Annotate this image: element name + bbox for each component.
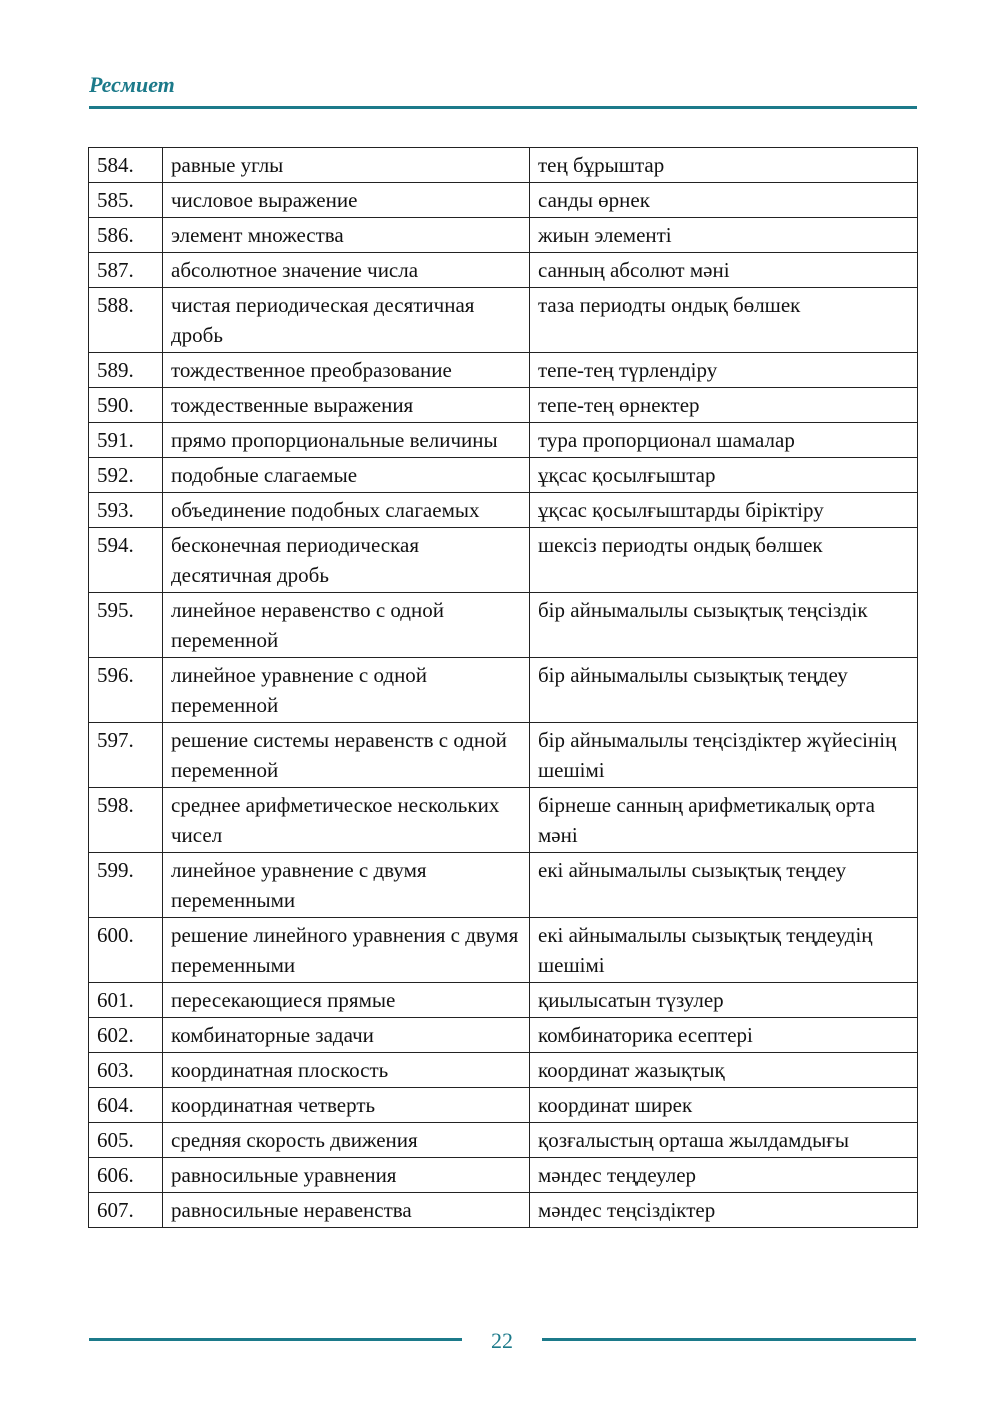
term-kazakh: қозғалыстың орташа жылдамдығы [530, 1123, 918, 1158]
term-kazakh: тепе-тең өрнектер [530, 388, 918, 423]
term-kazakh: бір айнымалылы сызықтық теңсіздік [530, 593, 918, 658]
table-row [89, 288, 918, 353]
term-kazakh: бір айнымалылы теңсіздіктер жүйесінің шешімі [530, 723, 918, 788]
term-number: 589. [89, 353, 163, 388]
table-row [89, 723, 918, 788]
term-number: 598. [89, 788, 163, 853]
term-russian: координатная четверть [163, 1088, 530, 1123]
term-kazakh: комбинаторика есептері [530, 1018, 918, 1053]
table-row [89, 458, 918, 493]
term-russian: прямо пропорциональные величины [163, 423, 530, 458]
term-russian: средняя скорость движения [163, 1123, 530, 1158]
term-number: 602. [89, 1018, 163, 1053]
term-russian: комбинаторные задачи [163, 1018, 530, 1053]
table-row [89, 593, 918, 658]
table-row [89, 658, 918, 723]
term-russian: равные углы [163, 148, 530, 183]
table-row [89, 918, 918, 983]
term-russian: элемент множества [163, 218, 530, 253]
table-row [89, 1193, 918, 1228]
term-number: 603. [89, 1053, 163, 1088]
term-number: 588. [89, 288, 163, 353]
term-number: 597. [89, 723, 163, 788]
term-kazakh: таза периодты ондық бөлшек [530, 288, 918, 353]
term-number: 601. [89, 983, 163, 1018]
term-russian: чистая периодическая десятичная дробь [163, 288, 530, 353]
table-row [89, 353, 918, 388]
table-row [89, 1123, 918, 1158]
table-row [89, 218, 918, 253]
table-row [89, 528, 918, 593]
term-kazakh: ұқсас қосылғыштар [530, 458, 918, 493]
terms-table [88, 147, 918, 1228]
table-row [89, 148, 918, 183]
table-row [89, 1088, 918, 1123]
term-russian: координатная плоскость [163, 1053, 530, 1088]
footer-divider-left [89, 1338, 462, 1341]
term-russian: подобные слагаемые [163, 458, 530, 493]
term-kazakh: координат ширек [530, 1088, 918, 1123]
term-russian: равносильные неравенства [163, 1193, 530, 1228]
term-number: 606. [89, 1158, 163, 1193]
table-row [89, 183, 918, 218]
term-number: 585. [89, 183, 163, 218]
term-russian: числовое выражение [163, 183, 530, 218]
term-number: 596. [89, 658, 163, 723]
term-number: 600. [89, 918, 163, 983]
table-row [89, 423, 918, 458]
table-row [89, 1053, 918, 1088]
term-number: 604. [89, 1088, 163, 1123]
term-kazakh: бірнеше санның арифметикалық орта мәні [530, 788, 918, 853]
table-row [89, 788, 918, 853]
term-number: 594. [89, 528, 163, 593]
table-row [89, 1018, 918, 1053]
term-russian: тождественные выражения [163, 388, 530, 423]
term-kazakh: ұқсас қосылғыштарды біріктіру [530, 493, 918, 528]
term-number: 607. [89, 1193, 163, 1228]
term-kazakh: жиын элементі [530, 218, 918, 253]
term-number: 595. [89, 593, 163, 658]
term-kazakh: координат жазықтық [530, 1053, 918, 1088]
term-kazakh: бір айнымалылы сызықтық теңдеу [530, 658, 918, 723]
term-kazakh: тепе-тең түрлендіру [530, 353, 918, 388]
term-kazakh: санды өрнек [530, 183, 918, 218]
table-row [89, 388, 918, 423]
running-header-title: Ресмиет [89, 72, 175, 97]
term-russian: объединение подобных слагаемых [163, 493, 530, 528]
term-number: 590. [89, 388, 163, 423]
term-kazakh: тең бұрыштар [530, 148, 918, 183]
term-kazakh: санның абсолют мәні [530, 253, 918, 288]
term-russian: пересекающиеся прямые [163, 983, 530, 1018]
term-russian: решение линейного уравнения с двумя переменными [163, 918, 530, 983]
term-russian: линейное неравенство с одной переменной [163, 593, 530, 658]
terms-table-body [89, 148, 918, 1228]
term-kazakh: қиылысатын түзулер [530, 983, 918, 1018]
page-number: 22 [491, 1328, 513, 1353]
term-russian: бесконечная периодическая десятичная дробь [163, 528, 530, 593]
term-number: 586. [89, 218, 163, 253]
term-kazakh: тура пропорционал шамалар [530, 423, 918, 458]
term-kazakh: мәндес теңсіздіктер [530, 1193, 918, 1228]
table-row [89, 1158, 918, 1193]
term-kazakh: екі айнымалылы сызықтық теңдеудің шешімі [530, 918, 918, 983]
table-row [89, 983, 918, 1018]
table-row [89, 853, 918, 918]
term-kazakh: мәндес теңдеулер [530, 1158, 918, 1193]
term-number: 593. [89, 493, 163, 528]
term-number: 599. [89, 853, 163, 918]
footer-divider-right [542, 1338, 916, 1341]
term-russian: тождественное преобразование [163, 353, 530, 388]
table-row [89, 253, 918, 288]
term-russian: линейное уравнение с одной переменной [163, 658, 530, 723]
term-russian: абсолютное значение числа [163, 253, 530, 288]
term-number: 605. [89, 1123, 163, 1158]
term-russian: решение системы неравенств с одной переменной [163, 723, 530, 788]
term-kazakh: екі айнымалылы сызықтық теңдеу [530, 853, 918, 918]
term-number: 592. [89, 458, 163, 493]
term-number: 584. [89, 148, 163, 183]
term-kazakh: шексіз периодты ондық бөлшек [530, 528, 918, 593]
term-number: 587. [89, 253, 163, 288]
header-divider [89, 106, 917, 109]
term-russian: линейное уравнение с двумя переменными [163, 853, 530, 918]
table-row [89, 493, 918, 528]
term-russian: равносильные уравнения [163, 1158, 530, 1193]
term-russian: среднее арифметическое нескольких чисел [163, 788, 530, 853]
term-number: 591. [89, 423, 163, 458]
